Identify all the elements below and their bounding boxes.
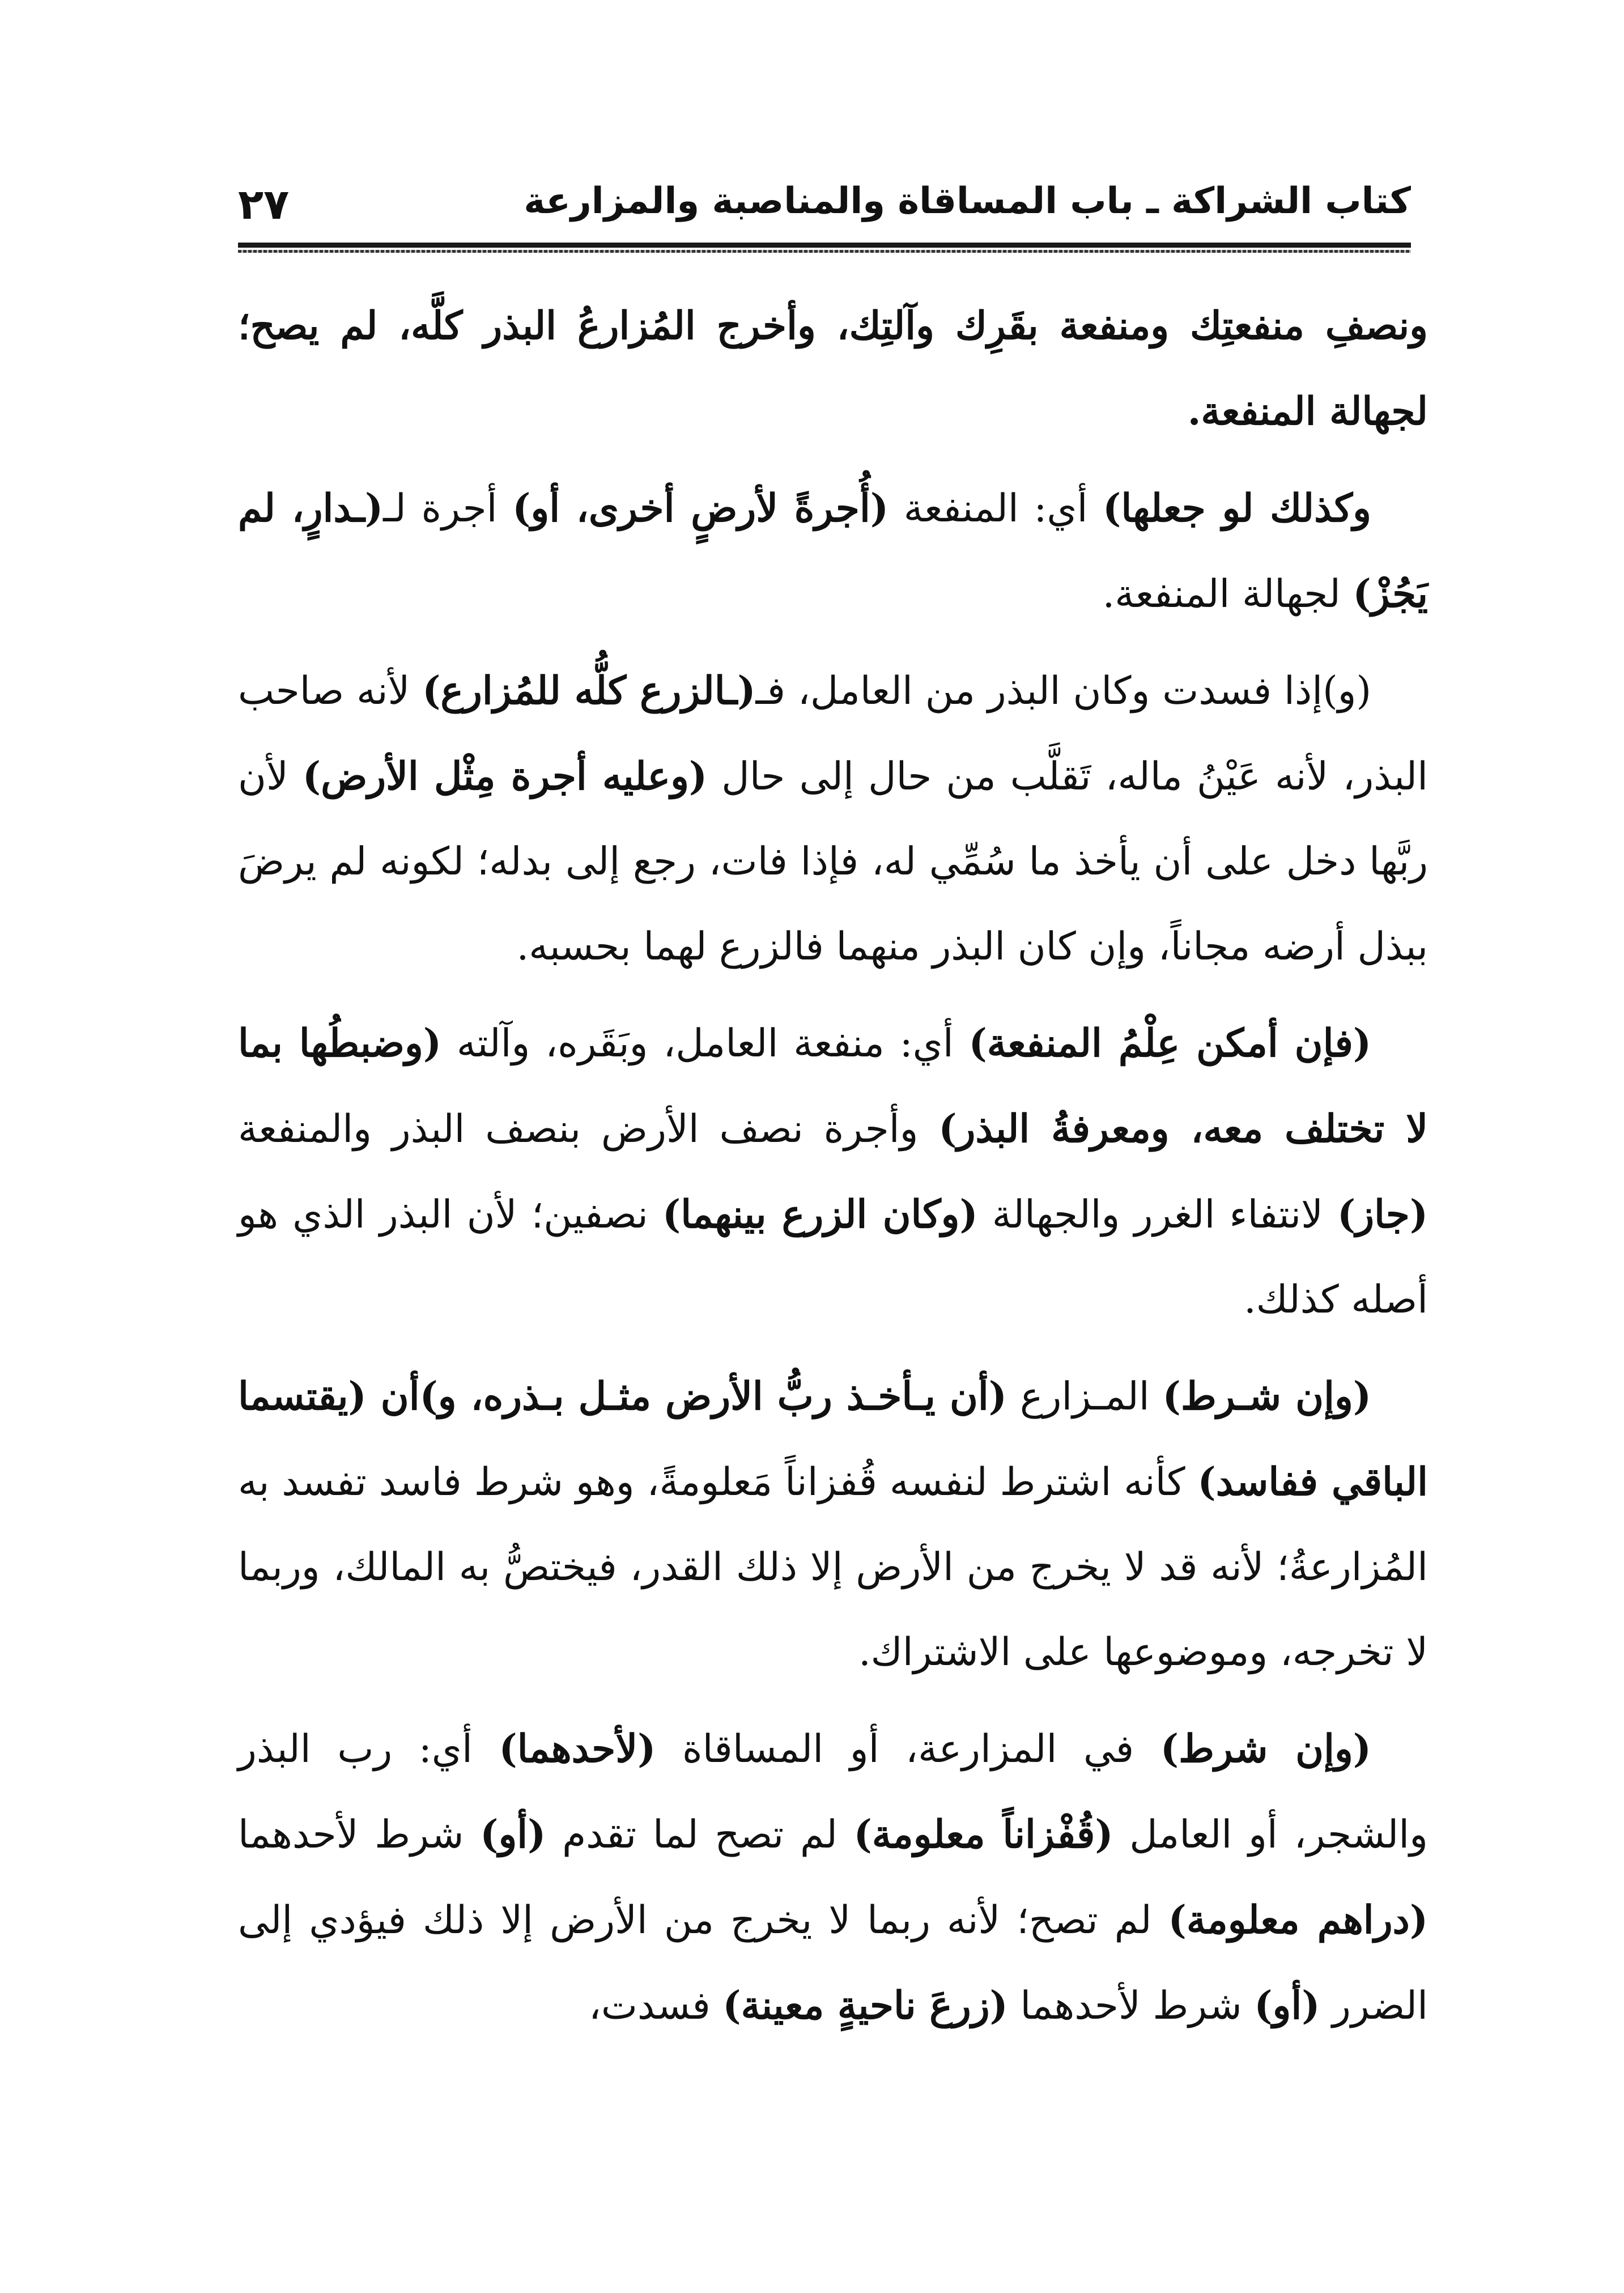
- commentary-text: في المزارعة، أو المساقاة: [656, 1727, 1160, 1772]
- bold-matn-text: (دراهم معلومة): [1168, 1897, 1428, 1943]
- paragraph: [238, 466, 1428, 637]
- bold-matn-text: (وإن شـرط): [1162, 1374, 1372, 1419]
- commentary-text: لأنه صاحب البذر، لأنه عَيْنُ ماله، تَقلَّب من حال إلى حال: [238, 669, 1428, 799]
- body-text: [238, 283, 1428, 2049]
- bold-matn-text: (ـدارٍ، لم يَجُزْ): [238, 486, 1428, 617]
- commentary-text: أي: منفعة العامل، وبَقَره، وآلته: [441, 1021, 969, 1066]
- commentary-text: أي: رب البذر والشجر، أو العامل: [238, 1727, 1429, 1857]
- commentary-text: لجهالة المنفعة.: [1102, 572, 1353, 617]
- commentary-text: كأنه اشترط لنفسه قُفزاناً مَعلومةً، وهو شرط فاسد تفسد به المُزارعةُ؛ لأنه قد لا يخرج من الأرض إلا ذلك القدر، فيختصُّ به المالك، وربما لا تخرجه، وموضوعها على الاشتراك.: [238, 1460, 1428, 1675]
- commentary-text: لم تصح لما تقدم: [546, 1812, 854, 1857]
- commentary-text: (و)إذا فسدت وكان البذر من العامل، فـ: [755, 669, 1371, 714]
- bold-matn-text: (قُفْزاناً معلومة): [853, 1812, 1113, 1857]
- commentary-text: لم تصح؛ لأنه ربما لا يخرج من الأرض إلا ذلك فيؤدي إلى الضرر: [238, 1898, 1428, 2028]
- bold-matn-text: (فإن أمكن عِلْمُ المنفعة): [968, 1021, 1372, 1066]
- bold-matn-text: (وكان الزرع بينهما): [662, 1192, 978, 1237]
- chapter-title: كتاب الشراكة ـ باب المساقاة والمناصبة والمزارعة: [524, 180, 1411, 222]
- commentary-text: نصفين؛ لأن البذر الذي هو أصله كذلك.: [238, 1192, 1428, 1322]
- commentary-text: المـزارع: [1006, 1374, 1163, 1419]
- bold-matn-text: ونصفِ منفعتِك ومنفعة بقَرِك وآلتِك، وأخرج المُزارعُ البذر كلَّه، لم يصح؛ لجهالة المنفعة.: [238, 303, 1428, 434]
- running-header: [238, 170, 1411, 255]
- bold-matn-text: (أو): [480, 1812, 546, 1857]
- bold-matn-text: (وإن شرط): [1160, 1726, 1371, 1772]
- paragraph: [238, 283, 1428, 455]
- bold-matn-text: (وضبطُها بما لا تختلف معه، ومعرفةُ البذر): [238, 1021, 1428, 1152]
- paragraph: [238, 1706, 1428, 2049]
- bold-matn-text: (جاز): [1337, 1192, 1428, 1237]
- bold-matn-text: وكذلك لو جعلها): [1103, 486, 1371, 531]
- commentary-text: فسدت،: [588, 1984, 723, 2028]
- header-rule-texture: [238, 250, 1411, 253]
- bold-matn-text: (زرعَ ناحيةٍ معينة): [722, 1983, 1008, 2028]
- bold-matn-text: (لأحدهما): [499, 1726, 656, 1772]
- commentary-text: لأن ربَّها دخل على أن يأخذ ما سُمِّي له، فإذا فات، رجع إلى بدله؛ لكونه لم يرضَ ببذل أرضه مجاناً، وإن كان البذر منهما فالزرع لهما بحسبه.: [238, 754, 1428, 969]
- commentary-text: أي: المنفعة: [888, 486, 1103, 531]
- commentary-text: أجرة لـ: [383, 486, 513, 531]
- paragraph: [238, 648, 1428, 990]
- bold-matn-text: (وعليه أجرة مِثْل الأرض): [302, 754, 708, 799]
- paragraph: [238, 1001, 1428, 1343]
- paragraph: [238, 1354, 1428, 1695]
- commentary-text: شرط لأحدهما: [238, 1812, 481, 1857]
- commentary-text: شرط لأحدهما: [1007, 1984, 1255, 2028]
- header-rule: [238, 243, 1411, 248]
- page-number: ٢٧: [238, 180, 290, 229]
- commentary-text: وأجرة نصف الأرض بنصف البذر والمنفعة: [238, 1107, 939, 1152]
- bold-matn-text: (ـالزرع كلُّه للمُزارع): [422, 668, 756, 714]
- bold-matn-text: (أُجرةً لأرضٍ أخرى، أو): [512, 486, 889, 531]
- bold-matn-text: (أو): [1254, 1983, 1320, 2028]
- bold-matn-text: (أن يـأخـذ ربُّ الأرض مثـل بـذره، و)أن (يقتسما الباقي ففاسد): [238, 1374, 1428, 1505]
- commentary-text: لانتفاء الغرر والجهالة: [977, 1192, 1338, 1237]
